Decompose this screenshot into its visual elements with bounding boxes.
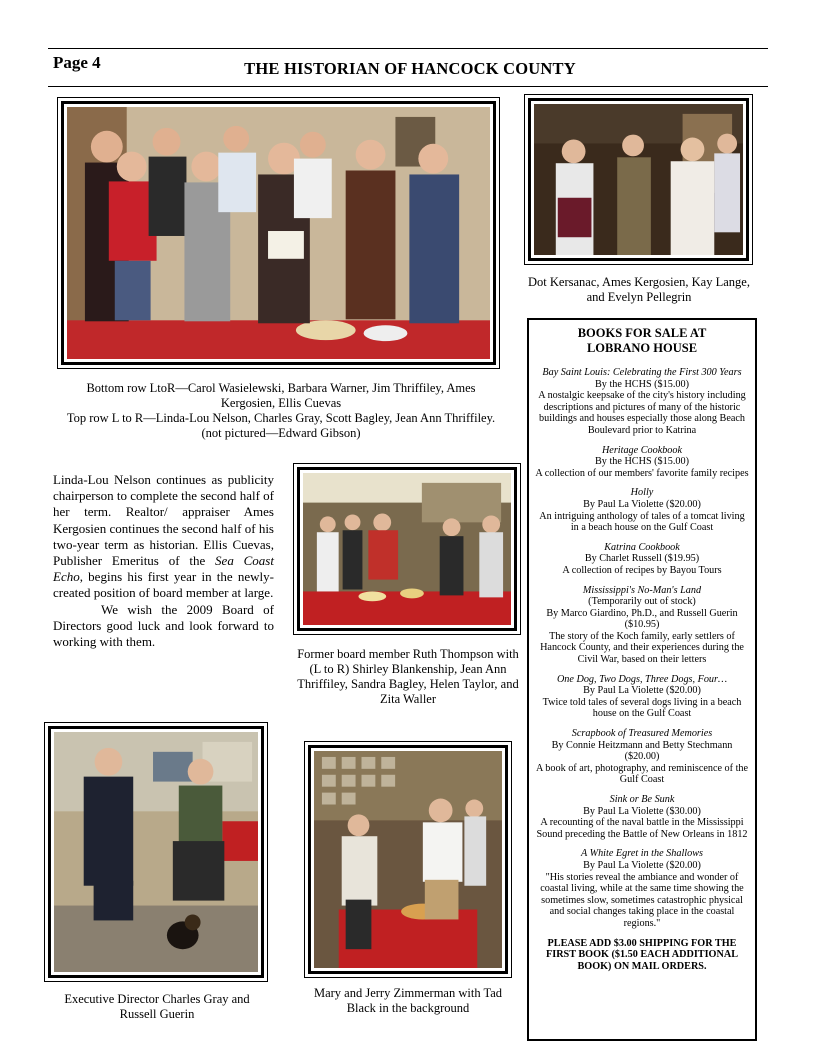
book-entry xyxy=(535,728,749,786)
book-title: Heritage Cookbook xyxy=(601,444,683,456)
board-article xyxy=(53,472,274,650)
book-author: By the HCHS ($15.00) xyxy=(595,456,689,468)
book-author: By Paul La Violette ($30.00) xyxy=(583,805,701,817)
charles-photo-caption: Executive Director Charles Gray and Russell Guerin xyxy=(64,992,250,1021)
header-rule xyxy=(48,86,768,87)
book-author: By Paul La Violette ($20.00) xyxy=(583,498,701,510)
board-caption-line2: Top row L to R—Linda-Lou Nelson, Charles Gray, Scott Bagley, Jean Ann Thriffiley. (not pictured—Edward Gibson) xyxy=(66,411,496,440)
book-author: By Paul La Violette ($20.00) xyxy=(583,685,701,697)
book-title: A White Egret in the Shallows xyxy=(581,848,703,860)
book-entry xyxy=(535,487,749,533)
article-para2: We wish the 2009 Board of Directors good luck and look forward to working with them. xyxy=(53,601,274,650)
book-title: Bay Saint Louis: Celebrating the First 300 Years xyxy=(542,367,742,378)
book-title: Sink or Be Sunk xyxy=(609,794,675,805)
book-title: One Dog, Two Dogs, Three Dogs, Four… xyxy=(556,673,728,685)
book-author: By the HCHS ($15.00) xyxy=(595,378,689,390)
board-photo-caption xyxy=(62,381,500,441)
book-description: A collection of recipes by Bayou Tours xyxy=(562,564,722,576)
book-author: By Charlet Russell ($19.95) xyxy=(584,553,700,565)
book-description: The story of the Koch family, early settlers of Hancock County, and their experiences during the Civil War, based on their letters xyxy=(540,630,744,666)
ruth-photo-caption: Former board member Ruth Thompson with (L to R) Shirley Blankenship, Jean Ann Thriffiley, Sandra Bagley, Helen Taylor, and Zita Waller xyxy=(297,647,519,706)
book-entry xyxy=(535,585,749,666)
mary-photo-frame xyxy=(304,741,512,978)
book-description: "His stories reveal the ambiance and wonder of coastal living, while at the same time showing the sometimes slow, sometimes catastrophic physical and social changes taking place in the coastal regions." xyxy=(540,871,744,929)
charles-russell-photo xyxy=(54,732,258,972)
book-entry xyxy=(535,794,749,840)
newspaper-name: Sea Coast Echo xyxy=(53,553,274,585)
ruth-photo-frame xyxy=(293,463,521,635)
book-entry xyxy=(535,367,749,437)
book-entry xyxy=(535,445,749,480)
board-group-photo xyxy=(67,107,490,359)
board-photo-frame xyxy=(57,97,500,369)
book-author: By Connie Heitzmann and Betty Stechmann ($20.00) xyxy=(551,739,733,763)
mary-photo-caption: Mary and Jerry Zimmerman with Tad Black in the background xyxy=(313,986,503,1015)
book-entry xyxy=(535,848,749,929)
dot-photo-caption: Dot Kersanac, Ames Kergosien, Kay Lange, and Evelyn Pellegrin xyxy=(528,275,750,304)
book-title: Katrina Cookbook xyxy=(604,541,680,553)
book-description: A collection of our members' favorite family recipes xyxy=(535,467,749,479)
dot-group-photo xyxy=(534,104,743,255)
book-author: By Paul La Violette ($20.00) xyxy=(583,859,701,871)
charles-photo-frame xyxy=(44,722,268,982)
book-list xyxy=(535,367,749,930)
board-caption-line1: Bottom row LtoR—Carol Wasielewski, Barbara Warner, Jim Thriffiley, Ames Kergosien, Ellis Cuevas xyxy=(86,381,476,410)
ruth-group-photo xyxy=(303,473,511,625)
article-para1: Linda-Lou Nelson continues as publicity chairperson to complete the second half of her term. Realtor/ appraiser Ames Kergosien continues the second half of his two-year term as historian. Ellis Cuevas, Publisher Emeritus of the Sea Coast Echo, begins his first year in the newly-created position of board member at large. xyxy=(53,472,274,601)
book-description: A nostalgic keepsake of the city's history including descriptions and pictures of many of the historic buildings and houses especially those along Beach Boulevard prior to Katrina xyxy=(538,390,746,436)
dot-photo-frame xyxy=(524,94,753,265)
book-description: Twice told tales of several dogs living in a beach house on the Gulf Coast xyxy=(542,696,742,720)
masthead-title: THE HISTORIAN OF HANCOCK COUNTY xyxy=(244,59,576,78)
books-for-sale-box xyxy=(527,318,757,1041)
book-description: A book of art, photography, and reminiscence of the Gulf Coast xyxy=(535,762,749,786)
book-title: Mississippi's No-Man's Land xyxy=(582,584,702,596)
mary-jerry-photo xyxy=(314,751,502,968)
page-number: Page 4 xyxy=(53,53,101,72)
top-rule xyxy=(48,48,768,49)
book-title: Holly xyxy=(630,487,654,499)
book-entry xyxy=(535,542,749,577)
book-entry xyxy=(535,674,749,720)
book-description: A recounting of the naval battle in the Mississippi Sound preceding the Battle of New Orleans in 1812 xyxy=(536,817,748,840)
shipping-note: PLEASE ADD $3.00 SHIPPING FOR THE FIRST BOOK ($1.50 EACH ADDITIONAL BOOK) ON MAIL ORDERS. xyxy=(546,937,738,972)
book-description: An intriguing anthology of tales of a tomcat living in a beach house on the Gulf Coast xyxy=(539,510,745,534)
book-author: (Temporarily out of stock) By Marco Giardino, Ph.D., and Russell Guerin ($10.95) xyxy=(546,596,738,631)
book-title: Scrapbook of Treasured Memories xyxy=(571,728,713,740)
books-heading: BOOKS FOR SALE AT LOBRANO HOUSE xyxy=(577,326,707,355)
